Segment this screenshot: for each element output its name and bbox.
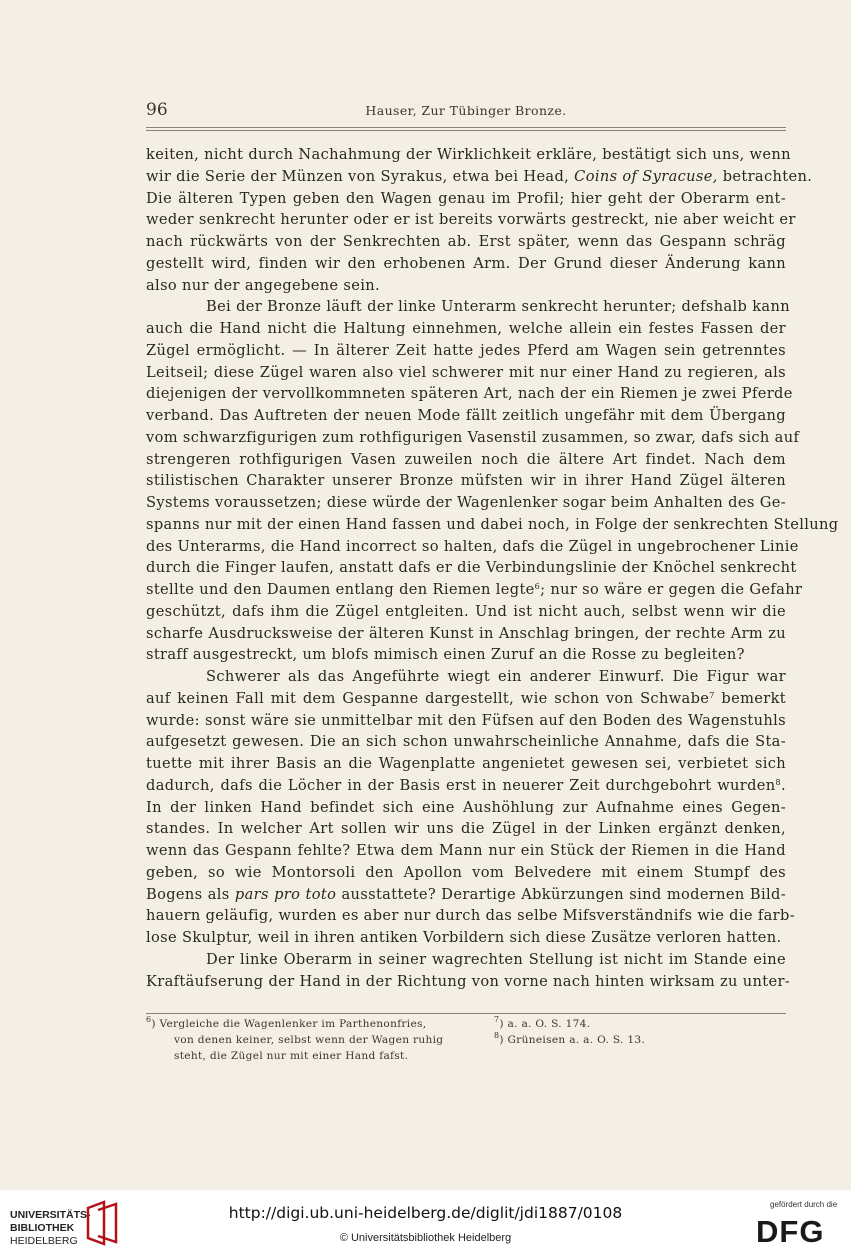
text-line: wir die Serie der Münzen von Syrakus, etwa bei Head, Coins of Syracuse, betrachten. <box>146 167 813 185</box>
text-line: gestellt wird, finden wir den erhobenen Arm. Der Grund dieser Änderung kann <box>146 254 786 272</box>
page-header <box>146 100 786 124</box>
text-line: diejenigen der vervollkommneten späteren Art, nach der ein Riemen je zwei Pferde <box>146 385 793 403</box>
text-line: nach rückwärts von der Senkrechten ab. Erst später, wenn das Gespann schräg <box>146 233 786 250</box>
text-line: stellte und den Daumen entlang den Riemen legte$^6$; nur so wäre er gegen die Gefahr <box>146 581 803 598</box>
footnote-ref: 6 <box>534 582 541 591</box>
text-line: Zügel ermöglicht. — In älterer Zeit hatte jedes Pferd am Wagen sein getrenntes <box>146 341 786 359</box>
text-line: Systems voraussetzen; diese würde der Wagenlenker sogar beim Anhalten des Ge- <box>146 494 786 511</box>
text-line: straff ausgestreckt, um blofs mimisch einen Zuruf an die Rosse zu begleiten? <box>146 646 745 664</box>
text-line: Schwerer als das Angeführte wiegt ein anderer Einwurf. Die Figur war <box>206 668 786 685</box>
library-name: UNIVERSITÄTS- BIBLIOTHEK HEIDELBERG <box>10 1209 91 1247</box>
permalink-url[interactable]: http://digi.ub.uni-heidelberg.de/diglit/jdi1887/0108 <box>228 1204 623 1222</box>
footer-bar <box>0 1190 851 1255</box>
page-number: 96 <box>146 100 168 120</box>
text-line: Bogens als pars pro toto ausstattete? Derartige Abkürzungen sind modernen Bild- <box>146 885 786 903</box>
text-line: hauern geläufig, wurden es aber nur durch das selbe Mifsverständnifs wie die farb- <box>146 907 795 925</box>
text-line: verband. Das Auftreten der neuen Mode fällt zeitlich ungefähr mit dem Übergang <box>146 407 786 424</box>
footnote-ref: 8 <box>775 777 781 787</box>
text-line: durch die Finger laufen, anstatt dafs er die Verbindungslinie der Knöchel senkrecht <box>146 559 797 577</box>
footnote-6: $^6$) Vergleiche die Wagenlenker im Parthenonfries, von denen keiner, selbst wenn der Wagen ruhig steht, die Zügel nur mit einer Hand fafst. <box>146 1015 444 1062</box>
text-line: lose Skulptur, weil in ihren antiken Vorbildern sich diese Zusätze verloren hatten. <box>146 929 782 946</box>
running-title: Hauser, Zur Tübinger Bronze. <box>365 103 567 118</box>
text-line: Der linke Oberarm in seiner wagrechten Stellung ist nicht im Stande eine <box>206 950 786 968</box>
footnote-rule <box>146 1013 786 1014</box>
phrase-italic: pars pro toto <box>234 885 337 903</box>
text-line: des Unterarms, die Hand incorrect so halten, dafs die Zügel in ungebrochener Linie <box>146 537 799 555</box>
text-line: Bei der Bronze läuft der linke Unterarm senkrecht herunter; defshalb kann <box>206 298 790 316</box>
footnotes-7-8 <box>494 1016 794 1048</box>
text-line: geschützt, dafs ihm die Zügel entgleiten. Und ist nicht auch, selbst wenn wir die <box>146 602 786 620</box>
funded-by-label: gefördert durch die <box>770 1200 838 1209</box>
text-line: wenn das Gespann fehlte? Etwa dem Mann nur ein Stück der Riemen in die Hand <box>146 842 786 859</box>
text-line: Leitseil; diese Zügel waren also viel schwerer mit nur einer Hand zu regieren, als <box>146 363 786 381</box>
text-line: geben, so wie Montorsoli den Apollon vom Belvedere mit einem Stumpf des <box>146 863 786 881</box>
text-line: scharfe Ausdrucksweise der älteren Kunst in Anschlag bringen, der rechte Arm zu <box>146 624 786 642</box>
text-line: wurde: sonst wäre sie unmittelbar mit den Füfsen auf den Boden des Wagenstuhls <box>146 711 786 729</box>
citation-italic: Coins of Syracuse, <box>574 167 718 185</box>
header-rule <box>146 127 786 131</box>
body-text <box>146 144 839 992</box>
text-line: Kraftäufserung der Hand in der Richtung von vorne nach hinten wirksam zu unter- <box>146 972 791 990</box>
text-line: standes. In welcher Art sollen wir uns die Zügel in der Linken ergänzt denken, <box>146 820 786 838</box>
text-line: weder senkrecht herunter oder er ist bereits vorwärts gestreckt, nie aber weicht er <box>146 211 796 229</box>
text-line: stilistischen Charakter unserer Bronze müfsten wir in ihrer Hand Zügel älteren <box>146 472 786 490</box>
footnote-7: $^7$) a. a. O. S. 174. <box>494 1015 591 1030</box>
text-line: auf keinen Fall mit dem Gespanne dargestellt, wie schon von Schwabe$^7$ bemerkt <box>146 689 786 707</box>
text-line: strengeren rothfigurigen Vasen zuweilen noch die ältere Art findet. Nach dem <box>146 450 786 468</box>
footnote-ref: 7 <box>709 690 715 700</box>
text-line: vom schwarzfigurigen zum rothfigurigen Vasenstil zusammen, so zwar, dafs sich auf <box>146 428 800 446</box>
text-line: aufgesetzt gewesen. Die an sich schon unwahrscheinliche Annahme, dafs die Sta- <box>146 733 786 751</box>
text-line: also nur der angegebene sein. <box>146 276 380 294</box>
text-line: In der linken Hand befindet sich eine Aushöhlung zur Aufnahme eines Gegen- <box>146 798 786 816</box>
copyright-notice: © Universitätsbibliothek Heidelberg <box>339 1232 512 1244</box>
text-line: spanns nur mit der einen Hand fassen und dabei noch, in Folge der senkrechten Stellung <box>146 515 839 533</box>
text-line: dadurch, dafs die Löcher in der Basis erst in neuerer Zeit durchgebohrt wurden$^8$. <box>146 776 786 794</box>
text-line: tuette mit ihrer Basis an die Wagenplatte angenietet gewesen sei, verbietet sich <box>146 755 786 772</box>
dfg-logo: DFG <box>756 1214 825 1249</box>
text-line: Die älteren Typen geben den Wagen genau im Profil; hier geht der Oberarm ent- <box>146 189 786 207</box>
footnote-8: $^8$) Grüneisen a. a. O. S. 13. <box>494 1031 646 1046</box>
text-line: keiten, nicht durch Nachahmung der Wirklichkeit erkläre, bestätigt sich uns, wenn <box>146 146 791 163</box>
text-line: auch die Hand nicht die Haltung einnehmen, welche allein ein festes Fassen der <box>146 320 786 337</box>
